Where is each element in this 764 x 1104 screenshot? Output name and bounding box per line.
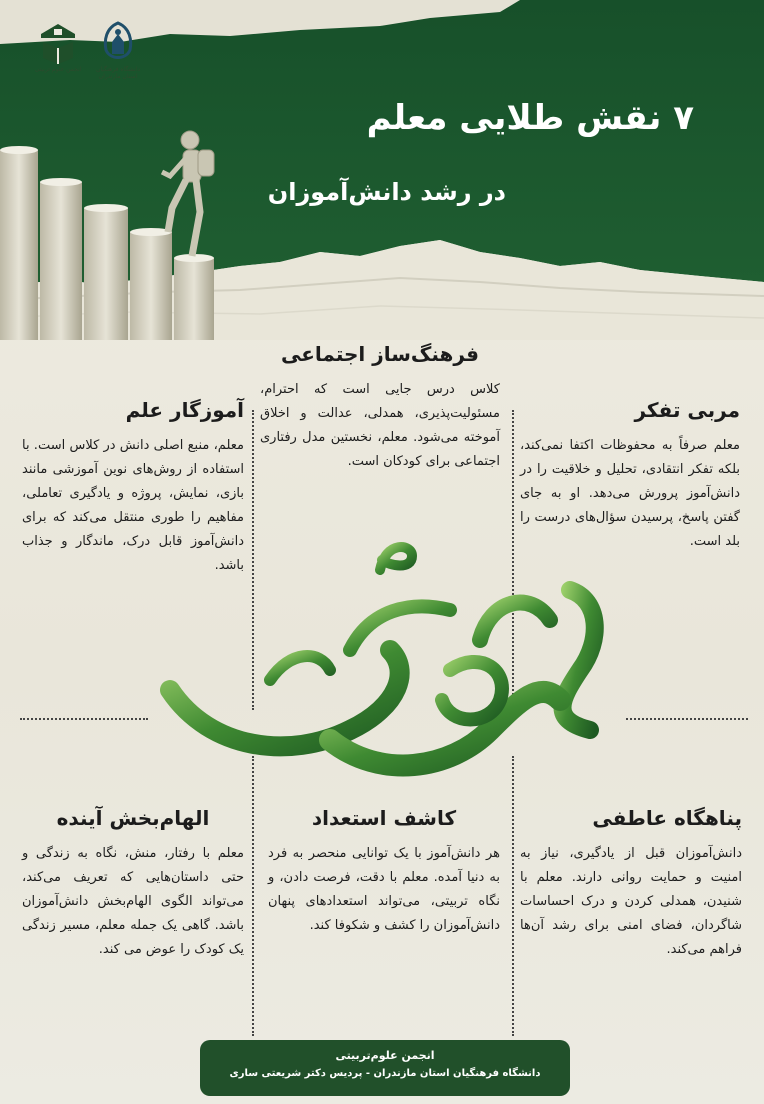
footer-line-2: دانشگاه فرهنگیان استان مازندران - پردیس دکتر شریعتی ساری xyxy=(229,1068,541,1079)
farhangian-university-logo xyxy=(88,20,148,90)
section-future-inspirer xyxy=(22,806,244,962)
page-title: ۷ نقش طلایی معلم xyxy=(366,98,694,138)
section-body: کلاس درس جایی است که احترام، مسئولیت‌پذیری، همدلی، عدالت و اخلاق آموخته می‌شود. معلم، نخستین مدل رفتاری اجتماعی برای کودکان است. xyxy=(260,382,500,469)
section-heading: فرهنگ‌ساز اجتماعی xyxy=(281,342,479,366)
university-emblem-icon xyxy=(98,20,138,66)
section-heading: مربی تفکر xyxy=(634,398,740,422)
left-logo-caption: انجمن علوم تربیتی xyxy=(34,66,82,73)
book-hands-icon xyxy=(35,20,81,66)
section-body: معلم، منبع اصلی دانش در کلاس است. با استفاده از روش‌های نوین آموزشی مانند بازی، نمایش، پروژه و یادگیری تعاملی، مفاهیم را طوری منتقل می‌کند که برای دانش‌آموز قابل درک، ماندگار و جذاب باشد. xyxy=(22,438,244,573)
section-body: هر دانش‌آموز با یک توانایی منحصر به فرد به دنیا آمده. معلم با دقت، فرصت دادن، و نگاه تربیتی، می‌تواند استعدادهای پنهان دانش‌آموزان را کشف و شکوفا کند. xyxy=(268,846,500,933)
section-heading: آموزگار علم xyxy=(125,398,244,422)
divider-horizontal-left xyxy=(20,718,148,720)
divider-horizontal-right xyxy=(626,718,748,720)
page-subtitle: در رشد دانش‌آموزان xyxy=(267,178,506,206)
teacher-calligraphy-graphic xyxy=(150,530,620,790)
education-association-logo xyxy=(28,20,88,90)
section-body: معلم صرفاً به محفوظات اکتفا نمی‌کند، بلکه تفکر انتقادی، تحلیل و خلاقیت را در دانش‌آموز پرورش می‌دهد. او به جای گفتن پاسخ، پرسیدن سؤال‌های درست را بلد است. xyxy=(520,438,740,549)
section-body: معلم با رفتار، منش، نگاه به زندگی و حتی داستان‌هایی که تعریف می‌کند، می‌تواند الگوی الهام‌بخش دانش‌آموزان باشد. گاهی یک جمله معلم، مسیر زندگی یک کودک را عوض می کند. xyxy=(22,846,244,957)
section-emotional-shelter xyxy=(520,806,742,962)
section-heading: کاشف استعداد xyxy=(311,806,457,830)
section-social-culture-builder xyxy=(260,342,500,474)
footer-credits xyxy=(200,1040,570,1096)
right-logo-caption: دانشگاه فرهنگیان استان مازندران xyxy=(95,66,141,80)
section-body: دانش‌آموزان قبل از یادگیری، نیاز به امنیت و حمایت روانی دارند. معلم با شنیدن، همدلی کردن و درک احساسات شاگردان، فضای امنی برای رشد آن‌ها فراهم می‌کند. xyxy=(520,846,742,957)
divider-vertical-left-bottom xyxy=(252,756,254,1036)
section-heading: پناهگاه عاطفی xyxy=(592,806,742,830)
section-heading: الهام‌بخش آینده xyxy=(56,806,210,830)
section-talent-discoverer xyxy=(268,806,500,938)
footer-line-1: انجمن علوم‌تربیتی xyxy=(335,1049,435,1062)
divider-vertical-right-bottom xyxy=(512,756,514,1036)
